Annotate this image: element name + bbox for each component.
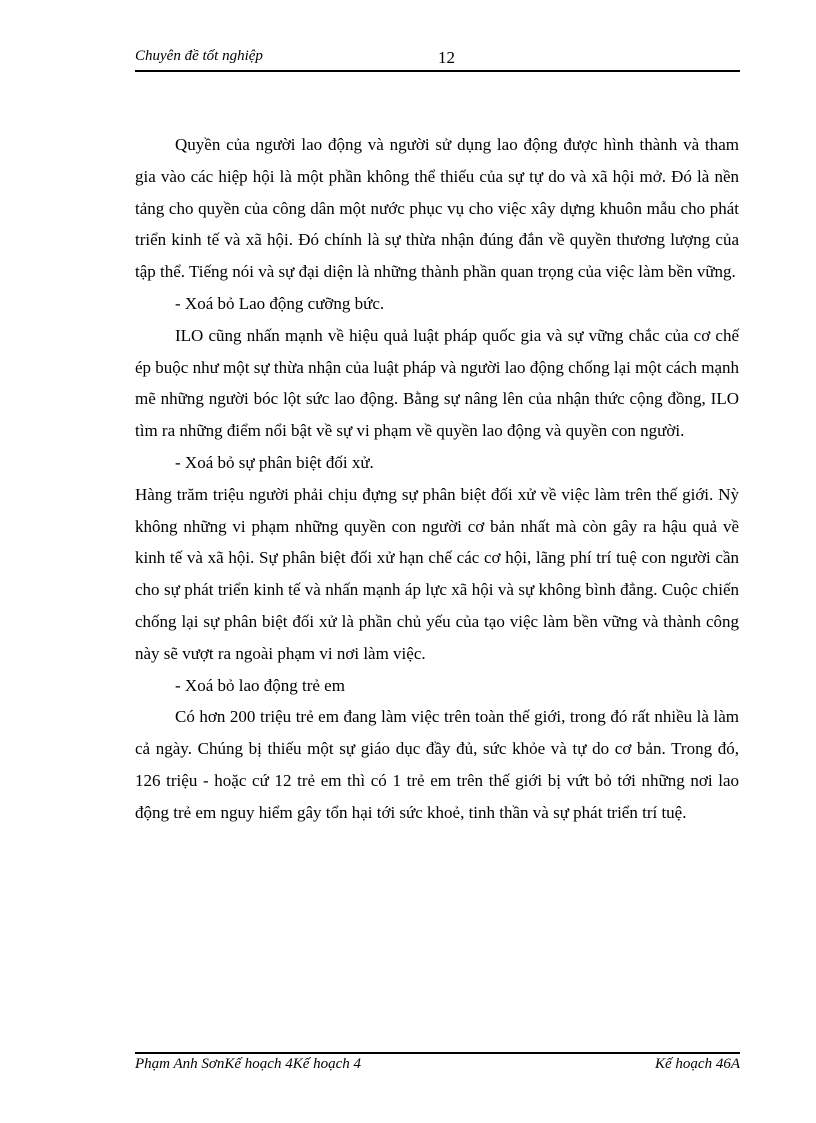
paragraph-ilo: ILO cũng nhấn mạnh về hiệu quả luật pháp quốc gia và sự vững chắc của cơ chế ép buộc như một sự thừa nhận của luật pháp và người lao động chống lại một cách mạnh mẽ những người bóc lột sức lao động. Bằng sự nâng lên của nhận thức cộng đồng, ILO tìm ra những điểm nổi bật về sự vi phạm về quyền lao động và quyền con người. — [135, 325, 739, 441]
page-number: 12 — [438, 48, 455, 67]
bullet-forced-labour: - Xoá bỏ Lao động cưỡng bức. — [175, 293, 385, 313]
paragraph-child-labour: Có hơn 200 triệu trẻ em đang làm việc trên toàn thế giới, trong đó rất nhiều là làm cả ngày. Chúng bị thiếu một sự giáo dục đầy đủ, sức khỏe và tự do cơ bản. Trong đó, 126 triệu - hoặc cứ 12 trẻ em thì có 1 trẻ em trên thế giới bị vứt bỏ tới những nơi lao động trẻ em nguy hiểm gây tổn hại tới sức khoẻ, tinh thần và sự phát triển trí tuệ. — [135, 707, 739, 822]
paragraph-discrimination: Hàng trăm triệu người phải chịu đựng sự phân biệt đối xử về việc làm trên thế giới. Nỳ không những vi phạm những quyền con người cơ bản nhất mà còn gây ra hậu quả về kinh tế và xã hội. Sự phân biệt đối xử hạn chế các cơ hội, lãng phí trí tuệ con người cần cho sự phát triển kinh tế và nhấn mạnh áp lực xã hội và sự không bình đẳng. Cuộc chiến chống lại sự phân biệt đối xử là phần chủ yếu của tạo việc làm bền vững và thành công này sẽ vượt ra ngoài phạm vi nơi làm việc. — [135, 484, 739, 663]
page-footer — [135, 1052, 740, 1082]
bullet-discrimination: - Xoá bỏ sự phân biệt đối xử. — [175, 452, 374, 472]
footer-author: Phạm Anh SơnKế hoạch 4Kế hoạch 4 — [135, 1056, 362, 1072]
document-body — [135, 129, 739, 829]
paragraph-association-rights: Quyền của người lao động và người sử dụng lao động được hình thành và tham gia vào các hiệp hội là một phần không thể thiếu của sự tự do và xã hội mở. Đó là nền tảng cho quyền của công dân một nước phục vụ cho việc xây dựng khuôn mẫu cho phát triển kinh tế và xã hội. Đó chính là sự thừa nhận đúng đắn về quyền thương lượng của tập thể. Tiếng nói và sự đại diện là những thành phần quan trọng của việc làm bền vững. — [135, 135, 739, 282]
document-title: Chuyên đề tốt nghiệp — [135, 48, 263, 64]
page-header — [135, 48, 740, 70]
footer-rule — [135, 1052, 740, 1054]
footer-class: Kế hoạch 46A — [655, 1056, 740, 1072]
bullet-child-labour: - Xoá bỏ lao động trẻ em — [175, 675, 345, 695]
header-rule — [135, 70, 740, 72]
